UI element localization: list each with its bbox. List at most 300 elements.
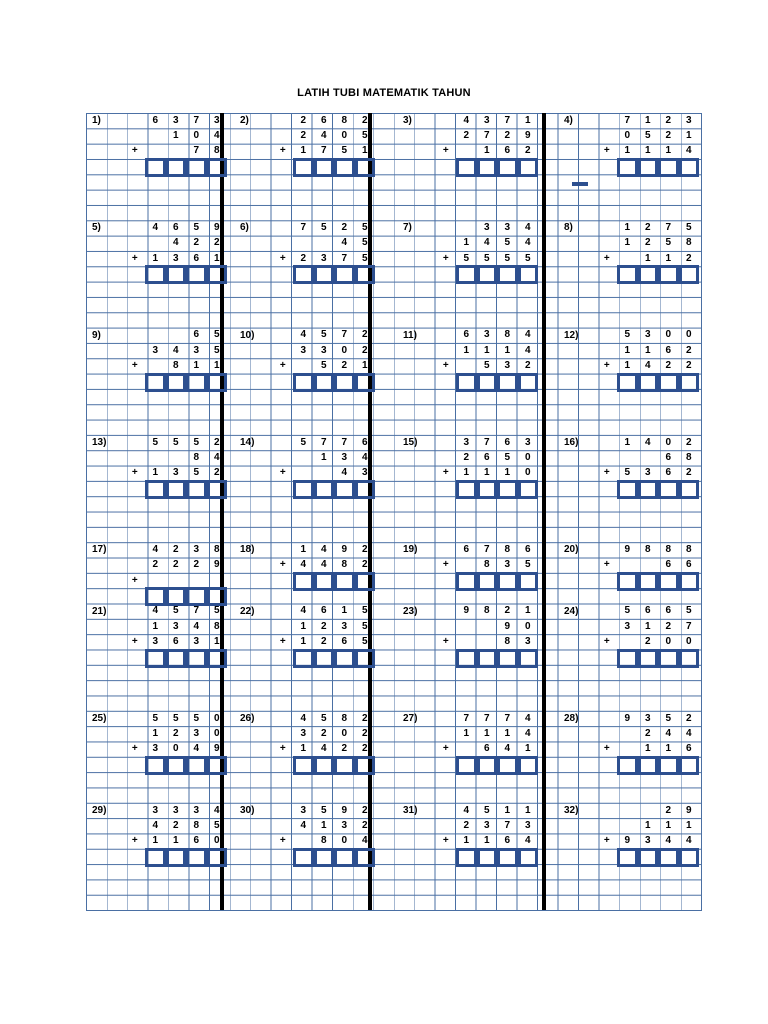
answer-box[interactable] xyxy=(145,373,166,392)
answer-box[interactable] xyxy=(497,572,518,591)
answer-box[interactable] xyxy=(658,158,679,177)
digit-cell: 5 xyxy=(320,804,327,816)
digit-cell: 7 xyxy=(320,145,327,157)
digit-cell: 5 xyxy=(300,436,307,448)
digit-cell: 8 xyxy=(341,114,348,126)
digit-cell: 0 xyxy=(665,436,672,448)
digit-cell: 5 xyxy=(624,329,631,341)
answer-box[interactable] xyxy=(679,848,700,867)
answer-box[interactable] xyxy=(638,265,659,284)
digit-cell: 1 xyxy=(504,727,511,739)
digit-cell: 5 xyxy=(193,712,200,724)
digit-cell: 3 xyxy=(504,559,511,571)
digit-cell: 5 xyxy=(483,359,490,371)
answer-box[interactable] xyxy=(355,265,376,284)
answer-box[interactable] xyxy=(477,158,498,177)
answer-box[interactable] xyxy=(477,373,498,392)
answer-box[interactable] xyxy=(638,373,659,392)
digit-cell: 3 xyxy=(644,712,651,724)
answer-box[interactable] xyxy=(456,265,477,284)
digit-cell: 2 xyxy=(685,467,692,479)
answer-box[interactable] xyxy=(518,649,539,668)
answer-box[interactable] xyxy=(334,572,355,591)
plus-sign: + xyxy=(442,835,449,847)
digit-cell: 0 xyxy=(665,329,672,341)
digit-cell: 1 xyxy=(644,620,651,632)
digit-cell: 1 xyxy=(624,221,631,233)
digit-cell: 0 xyxy=(341,129,348,141)
answer-box[interactable] xyxy=(355,848,376,867)
answer-box[interactable] xyxy=(186,649,207,668)
digit-cell: 6 xyxy=(483,451,490,463)
digit-cell: 3 xyxy=(172,252,179,264)
digit-cell: 3 xyxy=(644,467,651,479)
answer-box[interactable] xyxy=(166,649,187,668)
answer-box[interactable] xyxy=(207,480,228,499)
digit-cell: 7 xyxy=(341,252,348,264)
digit-cell: 7 xyxy=(504,712,511,724)
problem-number: 29) xyxy=(92,805,107,816)
answer-box[interactable] xyxy=(518,265,539,284)
digit-cell: 3 xyxy=(193,804,200,816)
answer-box[interactable] xyxy=(497,649,518,668)
answer-box[interactable] xyxy=(334,848,355,867)
digit-cell: 6 xyxy=(504,145,511,157)
answer-box[interactable] xyxy=(293,848,314,867)
plus-sign: + xyxy=(131,743,138,755)
answer-box[interactable] xyxy=(207,649,228,668)
digit-cell: 1 xyxy=(152,835,159,847)
digit-cell: 4 xyxy=(463,114,470,126)
answer-box[interactable] xyxy=(186,848,207,867)
answer-box[interactable] xyxy=(456,158,477,177)
digit-cell: 1 xyxy=(152,467,159,479)
plus-sign: + xyxy=(279,559,286,571)
problem-number: 32) xyxy=(564,805,579,816)
plus-sign: + xyxy=(442,559,449,571)
digit-cell: 3 xyxy=(172,804,179,816)
digit-cell: 3 xyxy=(300,344,307,356)
digit-cell: 1 xyxy=(665,145,672,157)
digit-cell: 5 xyxy=(193,436,200,448)
answer-box[interactable] xyxy=(617,265,638,284)
answer-box[interactable] xyxy=(658,572,679,591)
digit-cell: 0 xyxy=(341,727,348,739)
answer-box[interactable] xyxy=(617,572,638,591)
answer-box[interactable] xyxy=(334,373,355,392)
answer-box[interactable] xyxy=(679,756,700,775)
plus-sign: + xyxy=(442,359,449,371)
digit-cell: 9 xyxy=(624,835,631,847)
answer-box[interactable] xyxy=(166,158,187,177)
answer-box[interactable] xyxy=(166,480,187,499)
digit-cell: 9 xyxy=(504,620,511,632)
digit-cell: 2 xyxy=(152,559,159,571)
answer-box[interactable] xyxy=(355,572,376,591)
answer-box[interactable] xyxy=(617,756,638,775)
answer-box[interactable] xyxy=(617,649,638,668)
digit-cell: 2 xyxy=(361,727,368,739)
answer-box[interactable] xyxy=(638,572,659,591)
digit-cell: 1 xyxy=(665,743,672,755)
answer-box[interactable] xyxy=(186,480,207,499)
problem-number: 12) xyxy=(564,329,579,341)
problem-number: 4) xyxy=(564,115,573,127)
answer-box[interactable] xyxy=(355,649,376,668)
digit-cell: 4 xyxy=(213,129,220,141)
answer-box[interactable] xyxy=(679,649,700,668)
answer-box[interactable] xyxy=(638,756,659,775)
digit-cell: 6 xyxy=(172,635,179,647)
answer-box[interactable] xyxy=(497,480,518,499)
digit-cell: 4 xyxy=(665,835,672,847)
digit-cell: 3 xyxy=(463,436,470,448)
digit-cell: 7 xyxy=(341,329,348,341)
digit-cell: 5 xyxy=(624,467,631,479)
digit-cell: 7 xyxy=(483,436,490,448)
answer-box[interactable] xyxy=(314,756,335,775)
digit-cell: 1 xyxy=(463,344,470,356)
digit-cell: 2 xyxy=(213,237,220,249)
digit-cell: 6 xyxy=(361,436,368,448)
answer-box[interactable] xyxy=(617,848,638,867)
answer-box[interactable] xyxy=(314,649,335,668)
digit-cell: 6 xyxy=(463,329,470,341)
digit-cell: 1 xyxy=(152,620,159,632)
problem-number: 25) xyxy=(92,713,107,725)
answer-box[interactable] xyxy=(293,158,314,177)
digit-cell: 8 xyxy=(213,543,220,555)
digit-cell: 5 xyxy=(685,221,692,233)
digit-cell: 9 xyxy=(624,543,631,555)
answer-box[interactable] xyxy=(456,373,477,392)
digit-cell: 3 xyxy=(624,620,631,632)
answer-box[interactable] xyxy=(314,373,335,392)
plus-sign: + xyxy=(442,635,449,647)
problem-number: 11) xyxy=(403,329,417,341)
answer-box[interactable] xyxy=(497,158,518,177)
digit-cell: 4 xyxy=(685,145,692,157)
digit-cell: 6 xyxy=(320,114,327,126)
answer-box[interactable] xyxy=(456,756,477,775)
digit-cell: 5 xyxy=(172,712,179,724)
digit-cell: 4 xyxy=(300,712,307,724)
digit-cell: 3 xyxy=(341,819,348,831)
digit-cell: 3 xyxy=(341,620,348,632)
answer-box[interactable] xyxy=(207,373,228,392)
digit-cell: 5 xyxy=(524,559,531,571)
digit-cell: 3 xyxy=(524,436,531,448)
digit-cell: 9 xyxy=(213,559,220,571)
answer-box[interactable] xyxy=(518,848,539,867)
answer-box[interactable] xyxy=(145,649,166,668)
answer-box[interactable] xyxy=(145,848,166,867)
answer-box[interactable] xyxy=(186,158,207,177)
answer-box[interactable] xyxy=(477,572,498,591)
answer-box[interactable] xyxy=(314,480,335,499)
column-separator xyxy=(542,113,546,910)
digit-cell: 2 xyxy=(685,712,692,724)
answer-box[interactable] xyxy=(658,848,679,867)
answer-box[interactable] xyxy=(186,265,207,284)
answer-box[interactable] xyxy=(679,373,700,392)
answer-box[interactable] xyxy=(293,756,314,775)
digit-cell: 5 xyxy=(504,451,511,463)
answer-box[interactable] xyxy=(456,480,477,499)
digit-cell: 5 xyxy=(320,712,327,724)
answer-box[interactable] xyxy=(658,373,679,392)
answer-box[interactable] xyxy=(456,572,477,591)
digit-cell: 5 xyxy=(361,635,368,647)
worksheet-grid xyxy=(86,113,702,911)
plus-sign: + xyxy=(279,145,286,157)
answer-box[interactable] xyxy=(638,158,659,177)
digit-cell: 3 xyxy=(504,221,511,233)
digit-cell: 1 xyxy=(685,129,692,141)
answer-box[interactable] xyxy=(658,649,679,668)
digit-cell: 1 xyxy=(524,114,531,126)
digit-cell: 4 xyxy=(483,237,490,249)
digit-cell: 7 xyxy=(193,114,200,126)
answer-box[interactable] xyxy=(679,480,700,499)
problem-number: 13) xyxy=(92,437,107,449)
answer-box[interactable] xyxy=(355,158,376,177)
answer-box[interactable] xyxy=(456,848,477,867)
digit-cell: 4 xyxy=(320,543,327,555)
problem-number: 21) xyxy=(92,605,107,617)
answer-box[interactable] xyxy=(477,848,498,867)
answer-box[interactable] xyxy=(207,265,228,284)
answer-box[interactable] xyxy=(617,158,638,177)
answer-box[interactable] xyxy=(293,480,314,499)
digit-cell: 0 xyxy=(213,727,220,739)
digit-cell: 6 xyxy=(463,543,470,555)
answer-box[interactable] xyxy=(334,158,355,177)
digit-cell: 4 xyxy=(644,359,651,371)
digit-cell: 5 xyxy=(320,359,327,371)
answer-box[interactable] xyxy=(518,572,539,591)
digit-cell: 1 xyxy=(172,835,179,847)
digit-cell: 3 xyxy=(300,804,307,816)
answer-box[interactable] xyxy=(334,756,355,775)
answer-box[interactable] xyxy=(477,649,498,668)
digit-cell: 5 xyxy=(361,620,368,632)
plus-sign: + xyxy=(603,743,610,755)
answer-box[interactable] xyxy=(497,848,518,867)
digit-cell: 3 xyxy=(504,359,511,371)
digit-cell: 1 xyxy=(341,605,348,617)
plus-sign: + xyxy=(603,635,610,647)
digit-cell: 1 xyxy=(624,237,631,249)
digit-cell: 6 xyxy=(665,451,672,463)
answer-box[interactable] xyxy=(186,373,207,392)
digit-cell: 8 xyxy=(172,359,179,371)
answer-box[interactable] xyxy=(497,265,518,284)
answer-box[interactable] xyxy=(145,480,166,499)
digit-cell: 6 xyxy=(524,543,531,555)
problem-number: 15) xyxy=(403,437,418,449)
digit-cell: 5 xyxy=(361,605,368,617)
digit-cell: 2 xyxy=(361,712,368,724)
digit-cell: 4 xyxy=(665,727,672,739)
digit-cell: 2 xyxy=(341,359,348,371)
answer-box[interactable] xyxy=(497,373,518,392)
plus-sign: + xyxy=(442,467,449,479)
digit-cell: 2 xyxy=(320,620,327,632)
answer-box[interactable] xyxy=(314,848,335,867)
answer-box[interactable] xyxy=(314,572,335,591)
digit-cell: 7 xyxy=(483,129,490,141)
plus-sign: + xyxy=(603,359,610,371)
answer-box[interactable] xyxy=(334,265,355,284)
digit-cell: 1 xyxy=(463,467,470,479)
digit-cell: 2 xyxy=(665,620,672,632)
digit-cell: 7 xyxy=(483,543,490,555)
answer-box[interactable] xyxy=(207,848,228,867)
digit-cell: 2 xyxy=(320,635,327,647)
digit-cell: 8 xyxy=(483,605,490,617)
plus-sign: + xyxy=(442,252,449,264)
digit-cell: 2 xyxy=(341,743,348,755)
digit-cell: 5 xyxy=(644,129,651,141)
answer-box[interactable] xyxy=(293,265,314,284)
answer-box[interactable] xyxy=(679,265,700,284)
digit-cell: 4 xyxy=(524,329,531,341)
digit-cell: 3 xyxy=(152,344,159,356)
answer-box[interactable] xyxy=(355,480,376,499)
digit-cell: 1 xyxy=(504,804,511,816)
answer-box[interactable] xyxy=(207,158,228,177)
digit-cell: 1 xyxy=(300,620,307,632)
answer-box[interactable] xyxy=(293,373,314,392)
problem-number: 6) xyxy=(240,222,249,234)
problem-number: 30) xyxy=(240,805,255,816)
digit-cell: 4 xyxy=(300,605,307,617)
plus-sign: + xyxy=(131,145,138,157)
digit-cell: 4 xyxy=(341,237,348,249)
answer-box[interactable] xyxy=(497,756,518,775)
answer-box[interactable] xyxy=(355,756,376,775)
digit-cell: 3 xyxy=(644,835,651,847)
answer-box[interactable] xyxy=(314,265,335,284)
answer-box[interactable] xyxy=(658,265,679,284)
digit-cell: 5 xyxy=(320,329,327,341)
answer-box[interactable] xyxy=(658,480,679,499)
answer-box[interactable] xyxy=(518,756,539,775)
digit-cell: 2 xyxy=(644,221,651,233)
digit-cell: 1 xyxy=(300,635,307,647)
digit-cell: 9 xyxy=(213,221,220,233)
problem-number: 3) xyxy=(403,115,412,127)
plus-sign: + xyxy=(279,835,286,847)
plus-sign: + xyxy=(603,467,610,479)
digit-cell: 0 xyxy=(341,835,348,847)
digit-cell: 1 xyxy=(320,819,327,831)
plus-sign: + xyxy=(442,743,449,755)
digit-cell: 2 xyxy=(463,451,470,463)
answer-box[interactable] xyxy=(145,756,166,775)
plus-sign: + xyxy=(279,252,286,264)
digit-cell: 3 xyxy=(193,727,200,739)
digit-cell: 2 xyxy=(361,819,368,831)
plus-sign: + xyxy=(131,467,138,479)
digit-cell: 4 xyxy=(213,804,220,816)
digit-cell: 1 xyxy=(152,727,159,739)
answer-box[interactable] xyxy=(166,848,187,867)
digit-cell: 6 xyxy=(483,743,490,755)
digit-cell: 7 xyxy=(624,114,631,126)
answer-box[interactable] xyxy=(638,848,659,867)
answer-box[interactable] xyxy=(166,373,187,392)
answer-box[interactable] xyxy=(638,649,659,668)
digit-cell: 3 xyxy=(320,344,327,356)
answer-box[interactable] xyxy=(518,480,539,499)
digit-cell: 8 xyxy=(504,635,511,647)
answer-box[interactable] xyxy=(518,158,539,177)
digit-cell: 5 xyxy=(504,252,511,264)
digit-cell: 0 xyxy=(193,129,200,141)
answer-box[interactable] xyxy=(679,158,700,177)
digit-cell: 1 xyxy=(463,727,470,739)
digit-cell: 1 xyxy=(361,359,368,371)
answer-box[interactable] xyxy=(166,756,187,775)
answer-box[interactable] xyxy=(145,265,166,284)
digit-cell: 2 xyxy=(361,114,368,126)
digit-cell: 1 xyxy=(644,114,651,126)
answer-box[interactable] xyxy=(207,756,228,775)
digit-cell: 1 xyxy=(483,344,490,356)
digit-cell: 8 xyxy=(193,451,200,463)
digit-cell: 5 xyxy=(685,605,692,617)
digit-cell: 2 xyxy=(504,129,511,141)
digit-cell: 6 xyxy=(152,114,159,126)
answer-box[interactable] xyxy=(658,756,679,775)
answer-box[interactable] xyxy=(477,265,498,284)
answer-box[interactable] xyxy=(638,480,659,499)
answer-box[interactable] xyxy=(334,480,355,499)
digit-cell: 3 xyxy=(172,620,179,632)
digit-cell: 1 xyxy=(624,436,631,448)
answer-box[interactable] xyxy=(477,756,498,775)
answer-box[interactable] xyxy=(166,265,187,284)
digit-cell: 1 xyxy=(644,145,651,157)
answer-box[interactable] xyxy=(186,756,207,775)
digit-cell: 2 xyxy=(361,543,368,555)
answer-box[interactable] xyxy=(314,158,335,177)
digit-cell: 2 xyxy=(172,559,179,571)
digit-cell: 2 xyxy=(524,359,531,371)
problem-number: 17) xyxy=(92,544,107,556)
answer-box[interactable] xyxy=(477,480,498,499)
answer-box[interactable] xyxy=(617,480,638,499)
answer-box[interactable] xyxy=(456,649,477,668)
digit-cell: 1 xyxy=(665,252,672,264)
answer-box[interactable] xyxy=(679,572,700,591)
answer-box[interactable] xyxy=(293,649,314,668)
answer-box[interactable] xyxy=(518,373,539,392)
answer-box[interactable] xyxy=(334,649,355,668)
digit-cell: 9 xyxy=(685,804,692,816)
digit-cell: 3 xyxy=(361,467,368,479)
answer-box[interactable] xyxy=(617,373,638,392)
answer-box[interactable] xyxy=(355,373,376,392)
digit-cell: 6 xyxy=(320,605,327,617)
digit-cell: 0 xyxy=(213,712,220,724)
answer-box[interactable] xyxy=(145,158,166,177)
digit-cell: 5 xyxy=(361,237,368,249)
answer-box[interactable] xyxy=(293,572,314,591)
digit-cell: 7 xyxy=(504,114,511,126)
